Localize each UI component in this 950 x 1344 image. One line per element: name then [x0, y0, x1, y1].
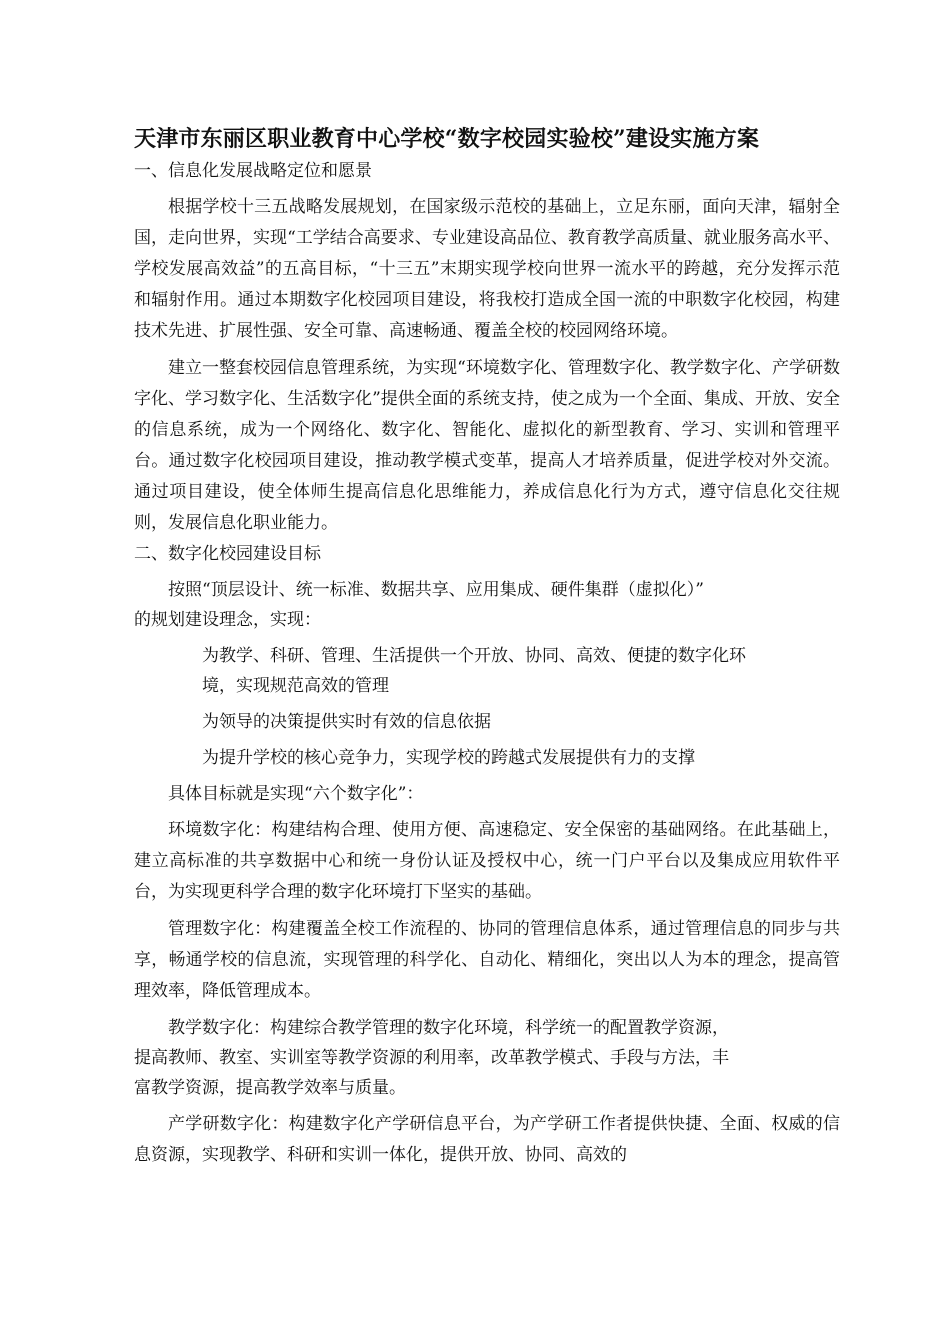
teaching-line-2: 提高教师、教室、实训室等教学资源的利用率，改革教学模式、手段与方法，丰	[134, 1048, 729, 1068]
goals-intro-line-2: 的规划建设理念，实现：	[134, 610, 321, 630]
teaching-line-3: 富教学资源，提高教学效率与质量。	[134, 1078, 406, 1098]
goal-1-line-1: 为教学、科研、管理、生活提供一个开放、协同、高效、便捷的数字化环	[202, 646, 746, 666]
paragraph-management: 管理数字化：构建覆盖全校工作流程的、协同的管理信息体系，通过管理信息的同步与共享，畅通学校的信息流，实现管理的科学化、自动化、精细化，突出以人为本的理念，提高管理效率，降低管理成本。	[134, 919, 840, 1001]
goal-3: 为提升学校的核心竞争力，实现学校的跨越式发展提供有力的支撑	[202, 748, 695, 768]
six-digital-intro: 具体目标就是实现“六个数字化”：	[168, 784, 424, 804]
teaching-line-1: 教学数字化：构建综合教学管理的数字化环境，科学统一的配置教学资源，	[168, 1018, 729, 1038]
paragraph-system: 建立一整套校园信息管理系统，为实现“环境数字化、管理数字化、教学数字化、产学研数字化、学习数字化、生活数字化”提供全面的系统支持，使之成为一个全面、集成、开放、安全的信息系统，成为一个网络化、数字化、智能化、虚拟化的新型教育、学习、实训和管理平台。通过数字化校园项目建设，推动教学模式变革，提高人才培养质量，促进学校对外交流。通过项目建设，使全体师生提高信息化思维能力，养成信息化行为方式，遵守信息化交往规则，发展信息化职业能力。	[134, 358, 840, 533]
document-title: 天津市东丽区职业教育中心学校“数字校园实验校”建设实施方案	[134, 126, 760, 152]
paragraph-environment: 环境数字化：构建结构合理、使用方便、高速稳定、安全保密的基础网络。在此基础上，建立高标准的共享数据中心和统一身份认证及授权中心，统一门户平台以及集成应用软件平台，为实现更科学合理的数字化环境打下坚实的基础。	[134, 820, 840, 902]
paragraph-vision: 根据学校十三五战略发展规划，在国家级示范校的基础上，立足东丽，面向天津，辐射全国，走向世界，实现“工学结合高要求、专业建设高品位、教育教学高质量、就业服务高水平、学校发展高效益”的五高目标，“十三五”末期实现学校向世界一流水平的跨越，充分发挥示范和辐射作用。通过本期数字化校园项目建设，将我校打造成全国一流的中职数字化校园，构建技术先进、扩展性强、安全可靠、高速畅通、覆盖全校的校园网络环境。	[134, 197, 840, 341]
document-page	[134, 122, 840, 1171]
goals-intro-line-1: 按照“顶层设计、统一标准、数据共享、应用集成、硬件集群（虚拟化）”	[168, 580, 704, 600]
paragraph-research: 产学研数字化：构建数字化产学研信息平台，为产学研工作者提供快捷、全面、权威的信息资源，实现教学、科研和实训一体化，提供开放、协同、高效的	[134, 1114, 840, 1165]
section-heading-1: 一、信息化发展战略定位和愿景	[134, 161, 372, 181]
goal-2: 为领导的决策提供实时有效的信息依据	[202, 712, 491, 732]
section-heading-2: 二、数字化校园建设目标	[134, 544, 321, 564]
goal-1-line-2: 境，实现规范高效的管理	[202, 676, 389, 696]
